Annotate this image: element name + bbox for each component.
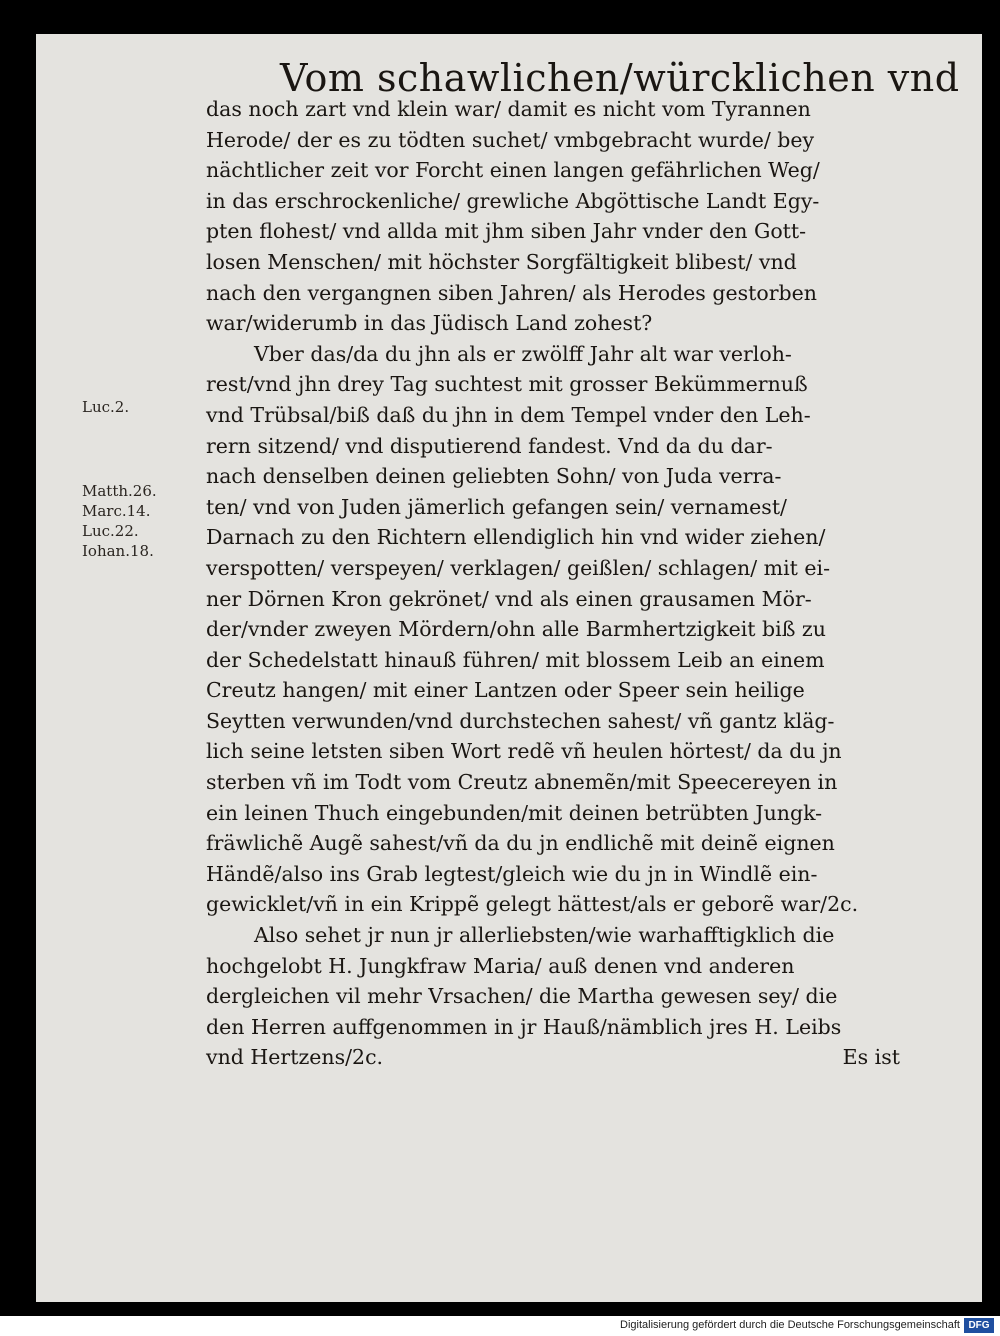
text-line: hochgelobt H. Jungkfraw Maria/ auß denen vnd anderen <box>206 953 795 978</box>
footer-bar <box>0 1316 1000 1336</box>
text-line: ten/ vnd von Juden jämerlich gefangen sein/ vernamest/ <box>206 494 787 519</box>
running-title: Vom schawlichen/würcklichen vnd <box>280 56 960 100</box>
text-line: Herode/ der es zu tödten suchet/ vmbgebracht wurde/ bey <box>206 127 815 152</box>
text-line: das noch zart vnd klein war/ damit es nicht vom Tyrannen <box>206 97 811 121</box>
text-line: ein leinen Thuch eingebunden/mit deinen betrübten Jungk- <box>206 800 823 825</box>
text-line: nächtlicher zeit vor Forcht einen langen gefährlichen Weg/ <box>206 158 820 183</box>
catchword: Es ist <box>842 1045 900 1070</box>
margin-note-iohan18: Iohan.18. <box>82 542 154 560</box>
body-text <box>206 94 906 1073</box>
text-line: vnd Hertzens/2c. <box>206 1045 384 1070</box>
text-line: rern sitzend/ vnd disputierend fandest. Vnd da du dar- <box>206 433 773 458</box>
text-line: Darnach zu den Richtern ellendiglich hin vnd wider ziehen/ <box>206 525 826 550</box>
text-line: in das erschrockenliche/ grewliche Abgöttische Landt Egy- <box>206 188 820 213</box>
text-line: ner Dörnen Kron gekrönet/ vnd als einen grausamen Mör- <box>206 586 812 611</box>
text-line: nach denselben deinen geliebten Sohn/ von Juda verra- <box>206 464 782 489</box>
funding-notice: Digitalisierung gefördert durch die Deutsche Forschungsgemeinschaft <box>620 1319 960 1331</box>
text-line: Also sehet jr nun jr allerliebsten/wie warhafftigklich die <box>254 923 835 948</box>
text-line: fräwlichẽ Augẽ sahest/vñ da du jn endlichẽ mit deinẽ eignen <box>206 831 835 856</box>
margin-note-luc22: Luc.22. <box>82 522 139 540</box>
text-line: der/vnder zweyen Mördern/ohn alle Barmhertzigkeit biß zu <box>206 617 826 642</box>
text-line: losen Menschen/ mit höchster Sorgfältigkeit blibest/ vnd <box>206 249 797 274</box>
text-line: Seytten verwunden/vnd durchstechen sahest/ vñ gantz kläg- <box>206 708 835 733</box>
text-line: verspotten/ verspeyen/ verklagen/ geißlen/ schlagen/ mit ei- <box>206 555 830 580</box>
margin-note-matth26: Matth.26. <box>82 482 157 500</box>
text-line: Vber das/da du jhn als er zwölff Jahr alt war verloh- <box>254 341 792 366</box>
text-line: rest/vnd jhn drey Tag suchtest mit grosser Bekümmernuß <box>206 372 808 397</box>
text-line: pten flohest/ vnd allda mit jhm siben Jahr vnder den Gott- <box>206 219 807 244</box>
text-line: Händẽ/also ins Grab legtest/gleich wie du jn in Windlẽ ein- <box>206 861 818 886</box>
text-line: Creutz hangen/ mit einer Lantzen oder Speer sein heilige <box>206 678 805 703</box>
text-line: nach den vergangnen siben Jahren/ als Herodes gestorben <box>206 280 817 305</box>
text-line: vnd Trübsal/biß daß du jhn in dem Tempel vnder den Leh- <box>206 402 811 427</box>
margin-note-marc14: Marc.14. <box>82 502 151 520</box>
text-line: gewicklet/vñ in ein Krippẽ gelegt hättest/als er geborẽ war/2c. <box>206 892 859 917</box>
text-line: dergleichen vil mehr Vrsachen/ die Martha gewesen sey/ die <box>206 984 838 1009</box>
text-line: war/widerumb in das Jüdisch Land zohest? <box>206 311 653 336</box>
text-line: der Schedelstatt hinauß führen/ mit blossem Leib an einem <box>206 647 825 672</box>
last-line-row <box>206 1042 906 1073</box>
text-line: den Herren auffgenommen in jr Hauß/nämblich jres H. Leibs <box>206 1014 842 1039</box>
margin-note-luc2: Luc.2. <box>82 398 130 416</box>
text-line: lich seine letsten siben Wort redẽ vñ heulen hörtest/ da du jn <box>206 739 842 764</box>
dfg-logo-icon: DFG <box>964 1318 994 1333</box>
text-line: sterben vñ im Todt vom Creutz abnemẽn/mit Speecereyen in <box>206 770 838 795</box>
